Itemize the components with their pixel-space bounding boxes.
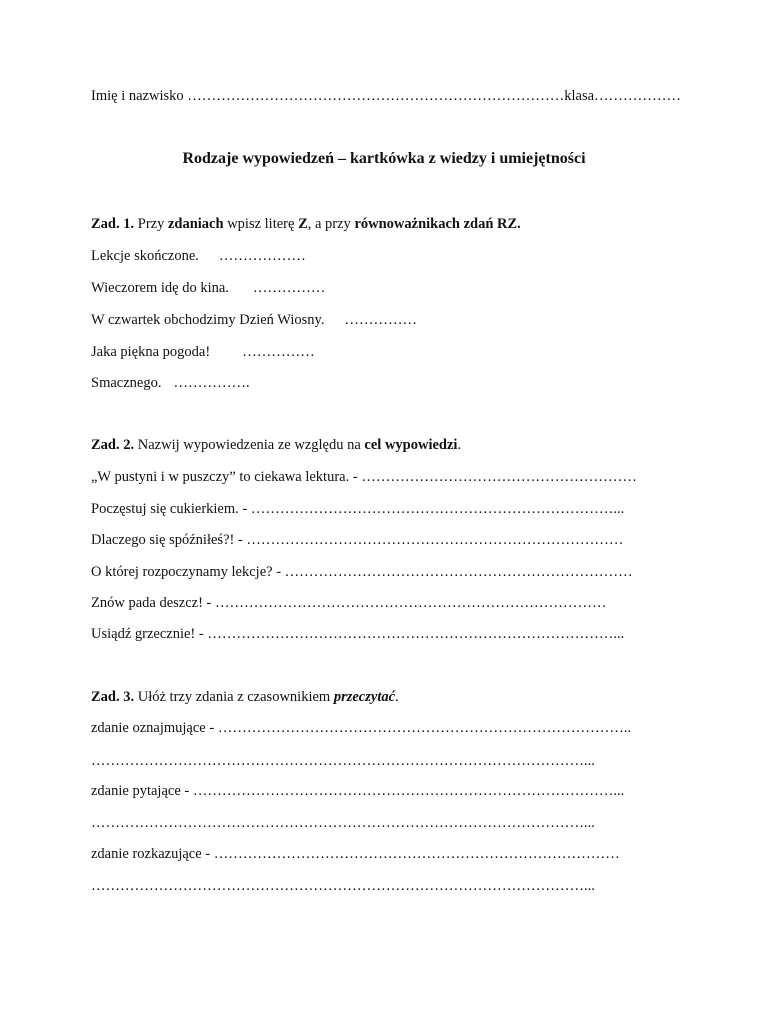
task2-item-text: Znów pada deszcz! - [91,595,215,611]
name-field-dots: …………………………………………………………………… [187,88,565,104]
task1-item-text: Smacznego. [91,375,162,391]
task1-bold-1: zdaniach [167,216,224,232]
task2-item-text: O której rozpoczynamy lekcje? - [91,564,285,580]
task1-item [91,374,250,392]
task1-item [91,279,325,297]
task3-number: Zad. 3. [91,689,135,705]
task3-item [91,814,595,832]
answer-dots[interactable]: …………………………………………………………………… [246,532,624,548]
task1-number: Zad. 1. [91,216,135,232]
task1-bold-2: Z [298,216,308,232]
task3-text-2: . [395,689,399,705]
class-label: klasa [564,88,595,104]
name-label: Imię i nazwisko [91,88,184,104]
answer-dots[interactable]: …………… [252,280,326,296]
task1-item [91,311,417,329]
answer-dots[interactable]: …………… [242,344,315,360]
task2-item [91,531,623,549]
task1-item [91,247,306,265]
class-field-dots: ……………… [594,88,682,104]
task3-item-text: zdanie oznajmujące - [91,720,218,736]
answer-dots[interactable]: ……………………………………………………………………… [215,595,607,611]
task3-item [91,877,595,895]
task3-text-1: Ułóż trzy zdania z czasownikiem [134,689,334,705]
task2-item [91,500,624,518]
task1-item [91,343,315,361]
task1-item-text: W czwartek obchodzimy Dzień Wiosny. [91,312,325,328]
task2-text-2: . [457,437,462,453]
answer-dots[interactable]: ……………… [218,248,306,264]
task2-item-text: Usiądź grzecznie! - [91,626,208,642]
task3-verb: przeczytać [333,689,396,705]
answer-dots[interactable]: …………………………………………………………………………………………... [91,878,595,894]
answer-dots[interactable]: ……………. [173,375,250,391]
task1-text-2: wpisz literę [223,216,299,232]
task2-item-text: Dlaczego się spóźniłeś?! - [91,532,247,548]
task2-bold-1: cel wypowiedzi [364,437,458,453]
answer-dots[interactable]: ………………………………………………………………………….. [217,720,632,736]
task1-instruction [91,215,521,233]
task3-instruction [91,688,399,706]
task2-item [91,563,633,581]
task2-item-text: „W pustyni i w puszczy” to ciekawa lektura. - [91,469,362,485]
task3-item [91,719,631,737]
task2-text-1: Nazwij wypowiedzenia ze względu na [134,437,365,453]
answer-dots[interactable]: ……………………………………………………………………………... [192,783,625,799]
answer-dots[interactable]: …………… [344,312,417,328]
answer-dots[interactable]: …………………………………………………………………... [250,501,625,517]
task3-item-text: zdanie rozkazujące - [91,846,214,862]
task1-item-text: Lekcje skończone. [91,248,199,264]
answer-dots[interactable]: ………………………………………………… [361,469,637,485]
task2-item [91,468,637,486]
answer-dots[interactable]: …………………………………………………………………………... [207,626,625,642]
task1-item-text: Jaka piękna pogoda! [91,344,211,360]
task3-item-text: zdanie pytające - [91,783,193,799]
task1-item-text: Wieczorem idę do kina. [91,280,229,296]
task2-item [91,625,624,643]
answer-dots[interactable]: …………………………………………………………………………………………... [91,753,595,769]
task2-item-text: Poczęstuj się cukierkiem. - [91,501,251,517]
page-title: Rodzaje wypowiedzeń – kartkówka z wiedzy i umiejętności [182,150,586,167]
task2-number: Zad. 2. [91,437,135,453]
task3-item [91,782,624,800]
task1-text-1: Przy [134,216,168,232]
task1-bold-3: równoważnikach zdań RZ. [354,216,521,232]
task2-item [91,594,607,612]
task3-item [91,752,595,770]
task2-instruction [91,436,461,454]
task1-text-3: , a przy [307,216,355,232]
answer-dots[interactable]: …………………………………………………………………………………………... [91,815,595,831]
answer-dots[interactable]: ………………………………………………………………………… [213,846,620,862]
task3-item [91,845,620,863]
header-line [91,87,681,105]
answer-dots[interactable]: ……………………………………………………………… [284,564,633,580]
